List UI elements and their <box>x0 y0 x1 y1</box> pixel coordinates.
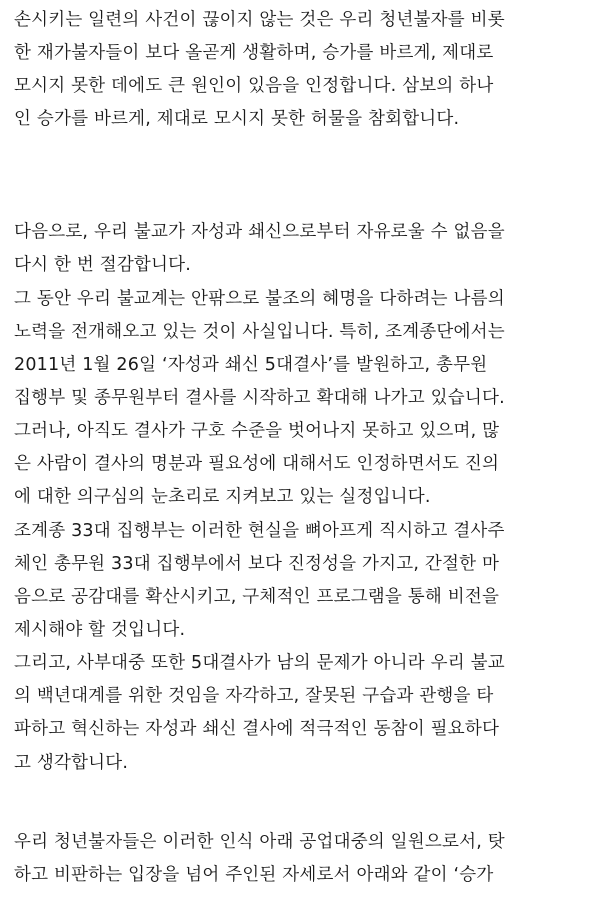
text-line: 집행부 및 종무원부터 결사를 시작하고 확대해 나가고 있습니다. <box>14 388 505 408</box>
text-line: 그러나, 아직도 결사가 구호 수준을 벗어나지 못하고 있으며, 많 <box>14 421 500 441</box>
text-line: 노력을 전개해오고 있는 것이 사실입니다. 특히, 조계종단에서는 <box>14 322 505 342</box>
text-line: 그 동안 우리 불교계는 안팎으로 불조의 혜명을 다하려는 나름의 <box>14 289 505 309</box>
text-line: 조계종 33대 집행부는 이러한 현실을 뼈아프게 직시하고 결사주 <box>14 521 505 541</box>
text-line: 모시지 못한 데에도 큰 원인이 있음을 인정합니다. 삼보의 하나 <box>14 76 494 96</box>
text-line: 에 대한 의구심의 눈초리로 지켜보고 있는 실정입니다. <box>14 487 431 507</box>
text-line: 하고 비판하는 입장을 넘어 주인된 자세로서 아래와 같이 ‘승가 <box>14 865 494 885</box>
text-line: 다시 한 번 절감합니다. <box>14 255 191 275</box>
text-line: 인 승가를 바르게, 제대로 모시지 못한 허물을 참회합니다. <box>14 109 460 129</box>
text-line: 2011년 1월 26일 ‘자성과 쇄신 5대결사’를 발원하고, 총무원 <box>14 355 488 375</box>
text-line: 손시키는 일련의 사건이 끊이지 않는 것은 우리 청년불자를 비롯 <box>14 10 505 30</box>
text-line: 의 백년대계를 위한 것임을 자각하고, 잘못된 구습과 관행을 타 <box>14 686 494 706</box>
text-line: 파하고 혁신하는 자성과 쇄신 결사에 적극적인 동참이 필요하다 <box>14 719 500 739</box>
text-line: 제시해야 할 것입니다. <box>14 620 186 640</box>
text-line: 한 재가불자들이 보다 올곧게 생활하며, 승가를 바르게, 제대로 <box>14 43 494 63</box>
text-line: 은 사람이 결사의 명분과 필요성에 대해서도 인정하면서도 진의 <box>14 454 500 474</box>
text-line: 음으로 공감대를 확산시키고, 구체적인 프로그램을 통해 비전을 <box>14 587 500 607</box>
text-line: 고 생각합니다. <box>14 753 129 773</box>
text-line: 우리 청년불자들은 이러한 인식 아래 공업대중의 일원으로서, 탓 <box>14 832 505 852</box>
text-line: 체인 총무원 33대 집행부에서 보다 진정성을 가지고, 간절한 마 <box>14 554 500 574</box>
text-line: 다음으로, 우리 불교가 자성과 쇄신으로부터 자유로울 수 없음을 <box>14 222 505 242</box>
text-line: 그리고, 사부대중 또한 5대결사가 남의 문제가 아니라 우리 불교 <box>14 653 505 673</box>
